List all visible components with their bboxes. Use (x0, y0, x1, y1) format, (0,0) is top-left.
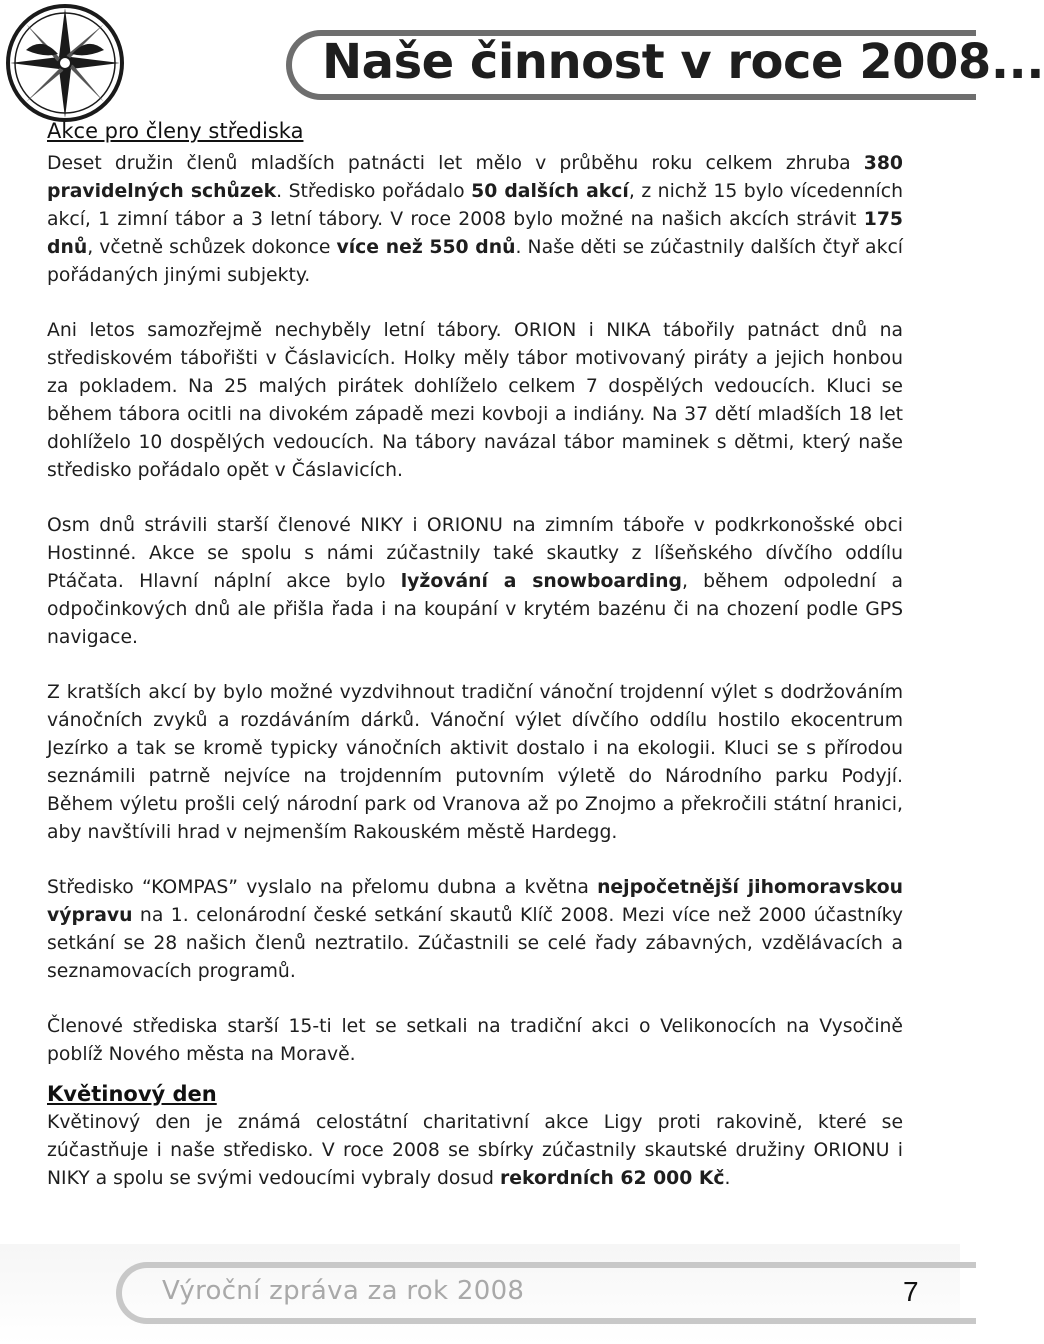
paragraph (47, 874, 903, 986)
compass-logo-icon (4, 2, 126, 124)
text-run: . Naše děti se zúčastnily dalších čtyř akcí pořádaných jinými subjekty. (47, 237, 903, 286)
text-run: Ani letos samozřejmě nechyběly letní tábory. ORION i NIKA tábořily patnáct dnů na střediskovém tábořišti v Čáslavicích. Holky měly tábor motivovaný piráty a jejich honbou za pokladem. Na 25 malých pirátek dohlíželo celkem 7 dospělých vedoucích. Kluci se během tábora ocitli na divokém západě mezi kovboji a indiány. Na 37 dětí mladších 18 let dohlíželo 10 dospělých vedoucích. Na tábory navázal tábor maminek s dětmi, který naše středisko pořádalo opět v Čáslavicích. (47, 320, 903, 481)
bold-text: 175 dnů (47, 209, 903, 258)
text-run: Středisko “KOMPAS” vyslalo na přelomu dubna a května (47, 877, 598, 898)
paragraph (47, 1109, 903, 1193)
text-run: Členové střediska starší 15-ti let se setkali na tradiční akci o Velikonocích na Vysočině poblíž Nového města na Moravě. (47, 1016, 903, 1065)
bold-text: 380 pravidelných schůzek (47, 153, 903, 202)
text-run: . Středisko pořádalo (276, 181, 472, 202)
paragraph (47, 150, 903, 290)
bold-text: nejpočetnější jihomoravskou výpravu (47, 877, 903, 926)
footer-label: Výroční zpráva za rok 2008 (162, 1276, 525, 1306)
paragraph (47, 512, 903, 652)
section-heading-kvetinovy-den: Květinový den (47, 1082, 217, 1106)
text-run: Květinový den je známá celostátní charitativní akce Ligy proti rakovině, které se zúčastňuje i naše středisko. V roce 2008 se sbírky zúčastnily skautské družiny ORIONU i NIKY a spolu se svými vedoucími vybraly dosud (47, 1112, 903, 1189)
section-heading-akce: Akce pro členy střediska (47, 119, 304, 143)
text-run: Deset družin členů mladších patnácti let mělo v průběhu roku celkem zhruba (47, 153, 864, 174)
text-run: Osm dnů strávili starší členové NIKY i ORIONU na zimním táboře v podkrkonošské obci Hostinné. Akce se spolu s námi zúčastnily také skautky z líšeňského dívčího oddílu Ptáčata. Hlavní náplní akce bylo (47, 515, 903, 592)
page-number: 7 (903, 1276, 919, 1307)
text-run: na 1. celonárodní české setkání skautů Klíč 2008. Mezi více než 2000 účastníky setkání se 28 našich členů neztratilo. Zúčastnili se celé řady zábavných, vzdělávacích a seznamovacích programů. (47, 905, 903, 982)
text-run: Z kratších akcí by bylo možné vyzdvihnout tradiční vánoční trojdenní výlet s dodržováním vánočních zvyků a rozdáváním dárků. Vánoční výlet dívčího oddílu hostilo ekocentrum Jezírko a tak se kromě typicky vánočních aktivit dostalo i na ekologii. Kluci se s přírodou seznámili patrně nejvíce na trojdenním putovním výletě do Národního parku Podyjí. Během výletu prošli celý národní park od Vranova až po Znojmo a překročili státní hranici, aby navštívili hrad v nejmenším Rakouském městě Hardegg. (47, 682, 903, 843)
text-run: , během odpolední a odpočinkových dnů ale přišla řada i na koupání v krytém bazénu či na chození podle GPS navigace. (47, 571, 903, 648)
text-run: . (724, 1168, 731, 1189)
paragraph (47, 1013, 903, 1069)
bold-text: více než 550 dnů (336, 237, 516, 258)
text-run: , z nichž 15 bylo vícedenních akcí, 1 zimní tábor a 3 letní tábory. V roce 2008 bylo možné na našich akcích strávit (47, 181, 903, 230)
paragraph (47, 317, 903, 485)
main-content (47, 114, 903, 1193)
bold-text: 50 dalších akcí (471, 181, 629, 202)
text-run: , včetně schůzek dokonce (87, 237, 337, 258)
bold-text: lyžování a snowboarding (400, 571, 682, 592)
paragraph (47, 679, 903, 847)
bold-text: rekordních 62 000 Kč (499, 1168, 725, 1189)
page-title: Naše činnost v roce 2008... (322, 34, 1044, 90)
